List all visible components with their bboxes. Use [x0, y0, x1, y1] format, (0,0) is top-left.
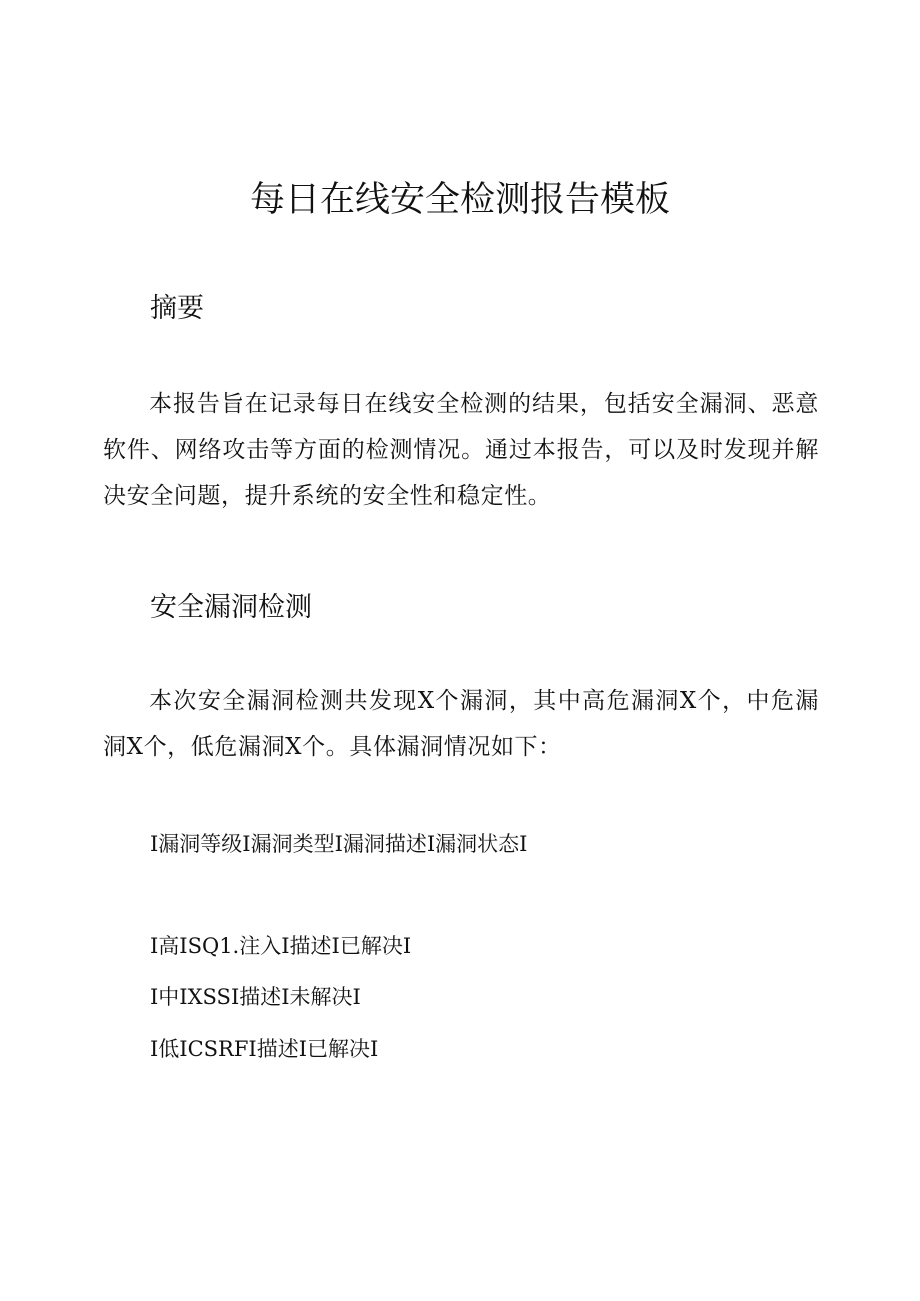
table-row: I低ICSRFI描述I已解决I — [150, 1037, 379, 1061]
summary-paragraph: 本报告旨在记录每日在线安全检测的结果，包括安全漏洞、恶意软件、网络攻击等方面的检测情况。通过本报告，可以及时发现并解决安全问题，提升系统的安全性和稳定性。 — [103, 391, 819, 509]
document-title: 每日在线安全检测报告模板 — [249, 180, 670, 220]
table-row: I高ISQ1.注入I描述I已解决I — [150, 934, 412, 958]
section-heading-vulnerability: 安全漏洞检测 — [150, 592, 312, 623]
section-heading-summary: 摘要 — [150, 293, 204, 324]
table-header-row: I漏洞等级I漏洞类型I漏洞描述I漏洞状态I — [150, 832, 528, 856]
vulnerability-paragraph: 本次安全漏洞检测共发现X个漏洞，其中高危漏洞X个，中危漏洞X个，低危漏洞X个。具体漏洞情况如下： — [103, 688, 819, 760]
table-row: I中IXSSI描述I未解决I — [150, 985, 361, 1009]
